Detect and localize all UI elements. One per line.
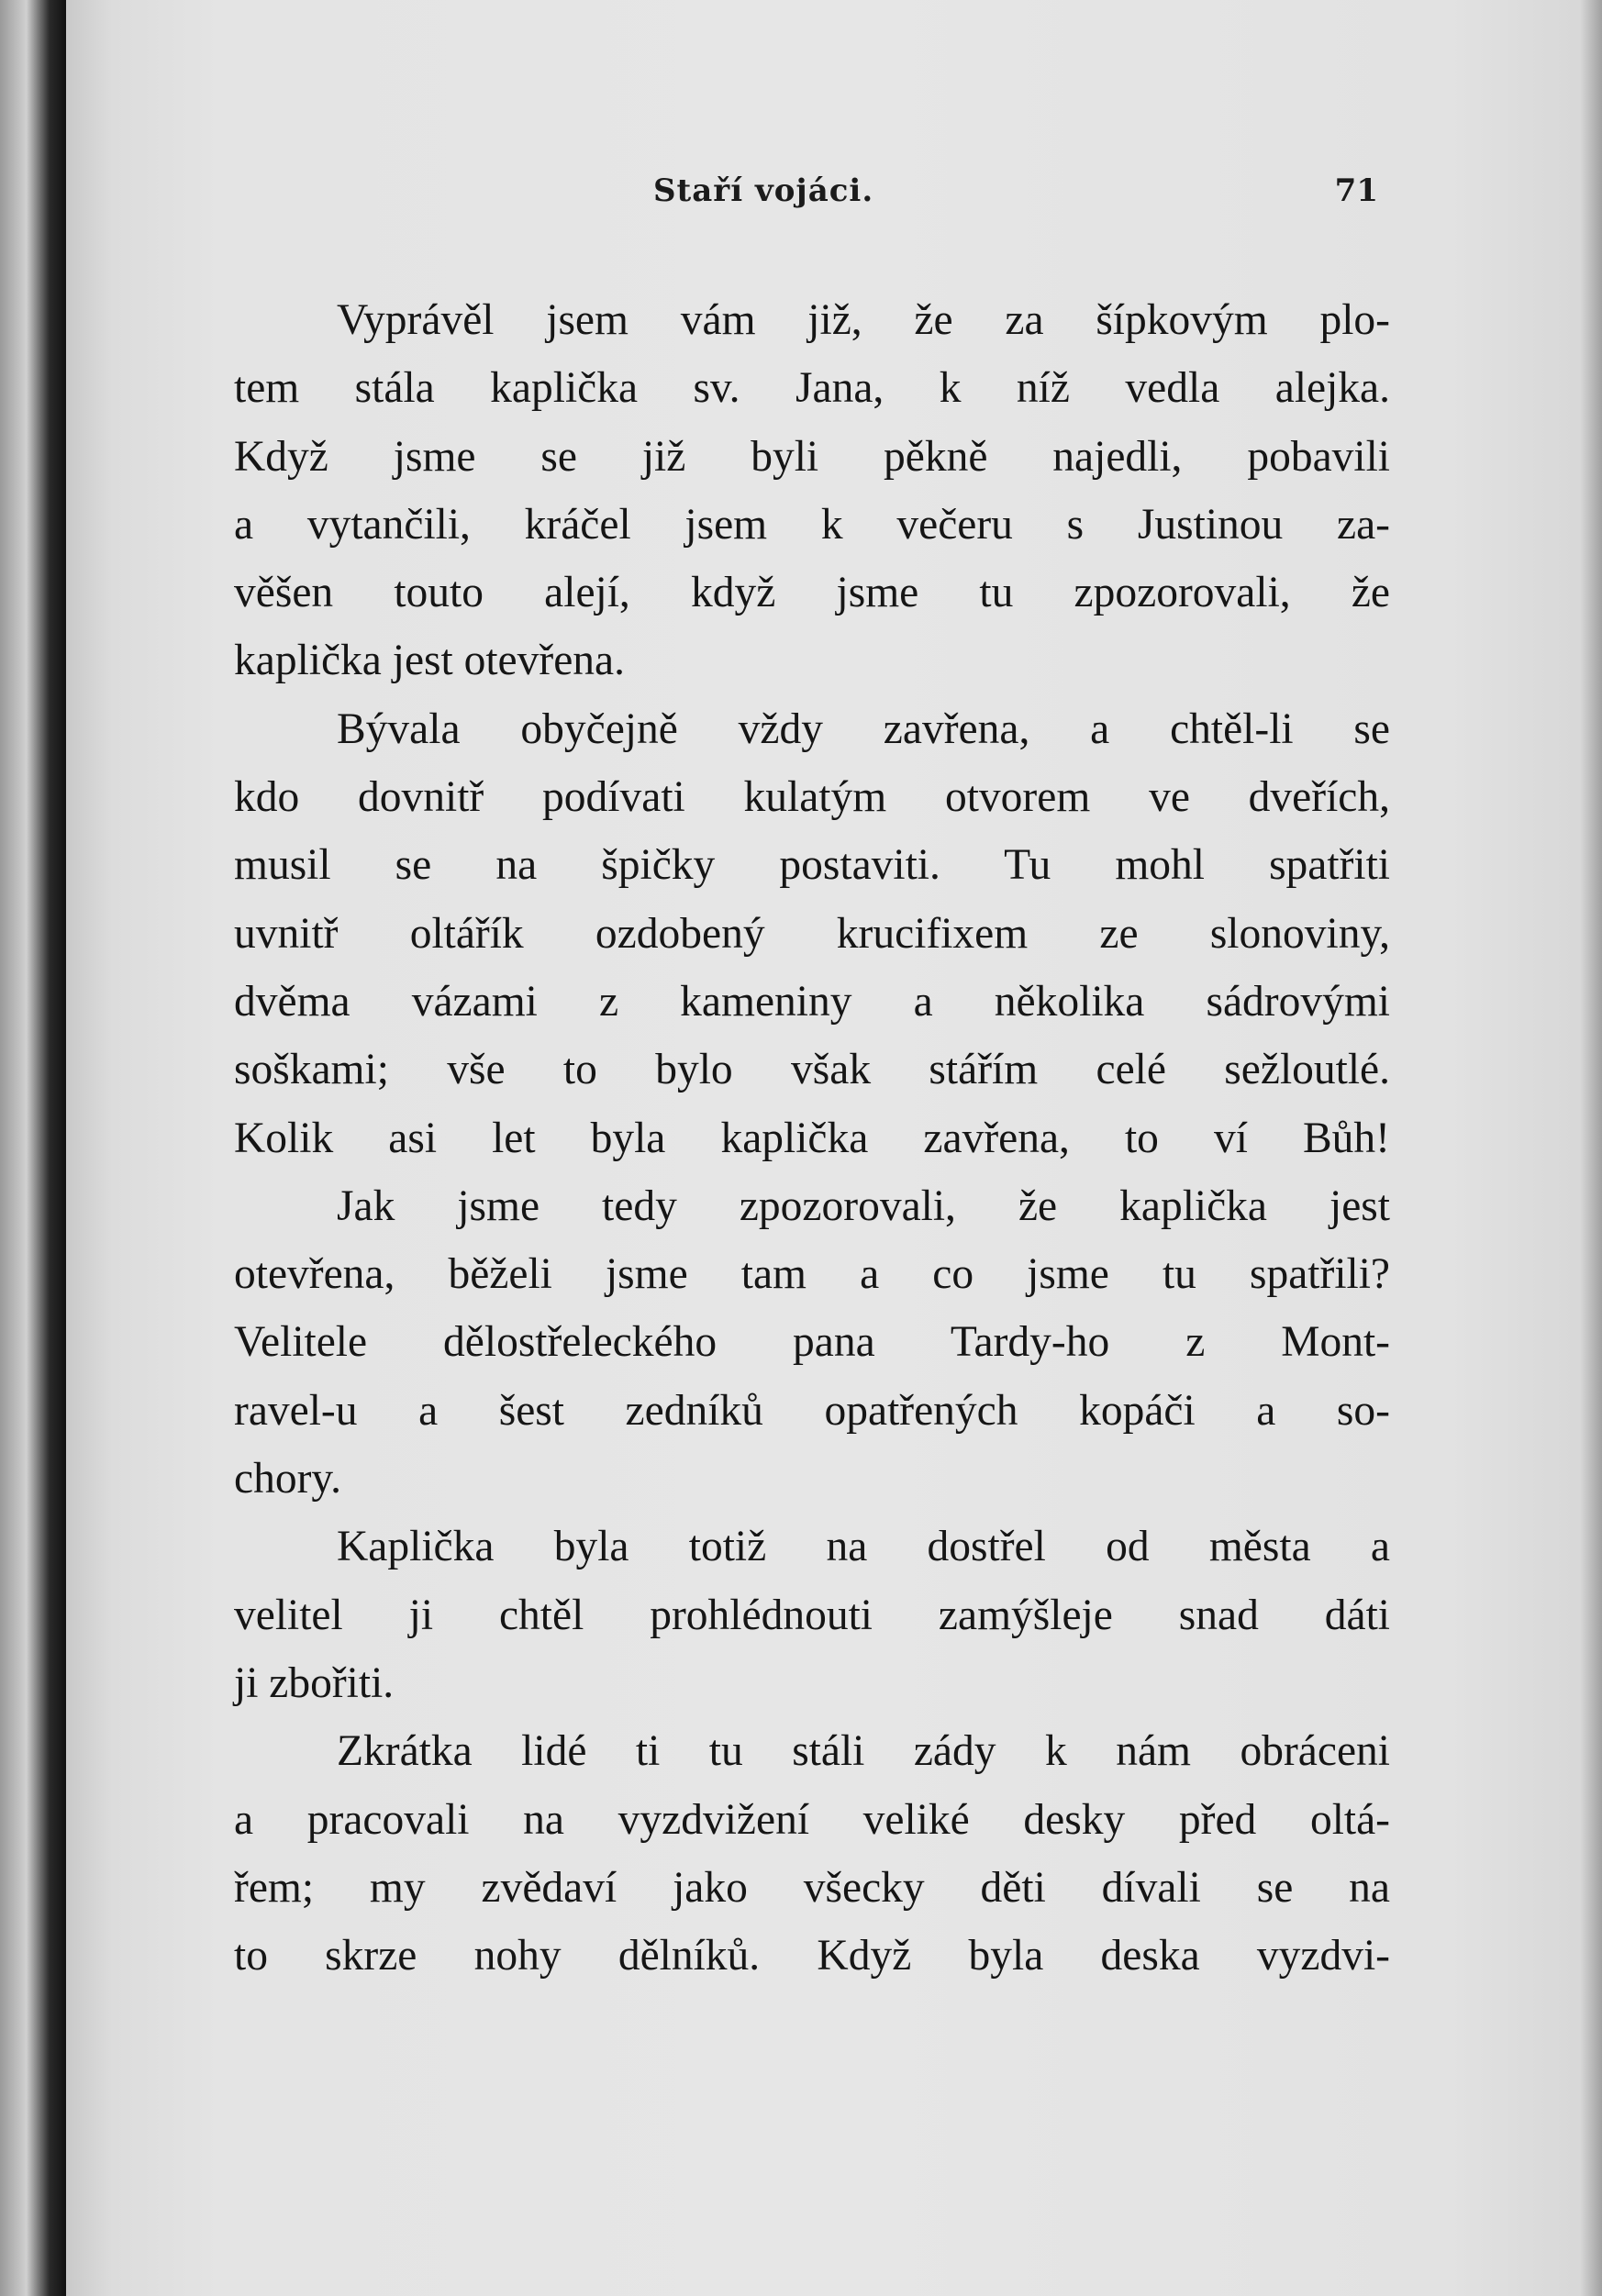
text-line: soškami; vše to bylo však stářím celé sežloutlé. [234, 1046, 1390, 1094]
book-spine-edge [0, 0, 66, 2296]
text-line: Kaplička byla totiž na dostřel od města a [337, 1523, 1390, 1571]
text-line: Velitele dělostřeleckého pana Tardy-ho z Mont- [234, 1318, 1390, 1367]
page-edge-shadow [1580, 0, 1602, 2296]
text-line: Vyprávěl jsem vám již, že za šípkovým plo- [337, 296, 1390, 344]
text-line: Když jsme se již byli pěkně najedli, pobavili [234, 432, 1390, 481]
text-line: Jak jsme tedy zpozorovali, že kaplička jest [337, 1181, 1390, 1230]
text-line: a vytančili, kráčel jsem k večeru s Justinou za- [234, 500, 1390, 549]
body-text [234, 286, 1390, 1990]
text-line: Bývala obyčejně vždy zavřena, a chtěl-li se [337, 704, 1390, 753]
text-line: ravel-u a šest zedníků opatřených kopáči a so- [234, 1386, 1390, 1435]
text-line: uvnitř oltářík ozdobený krucifixem ze slonoviny, [234, 909, 1390, 958]
running-title: Staří vojáci. [653, 172, 874, 209]
text-line: kdo dovnitř podívati kulatým otvorem ve dveřích, [234, 773, 1390, 822]
page-number: 71 [1334, 172, 1378, 209]
text-line: otevřena, běželi jsme tam a co jsme tu spatřili? [234, 1250, 1390, 1299]
text-line: Zkrátka lidé ti tu stáli zády k nám obráceni [337, 1727, 1390, 1776]
text-line: velitel ji chtěl prohlédnouti zamýšleje snad dáti [234, 1591, 1390, 1639]
text-line: to skrze nohy dělníků. Když byla deska vyzdvi- [234, 1932, 1390, 1980]
running-header [653, 172, 1378, 218]
text-line: a pracovali na vyzdvižení veliké desky před oltá- [234, 1795, 1390, 1844]
text-line: řem; my zvědaví jako všecky děti dívali se na [234, 1863, 1390, 1912]
text-line: tem stála kaplička sv. Jana, k níž vedla alejka. [234, 364, 1390, 413]
text-line: ji zbořiti. [234, 1658, 395, 1707]
book-page [66, 0, 1602, 2296]
text-line: chory. [234, 1455, 341, 1503]
text-line: musil se na špičky postaviti. Tu mohl spatřiti [234, 841, 1390, 890]
text-line: věšen touto alejí, když jsme tu zpozorovali, že [234, 569, 1390, 617]
text-line: kaplička jest otevřena. [234, 637, 625, 685]
text-line: Kolik asi let byla kaplička zavřena, to ví Bůh! [234, 1114, 1390, 1162]
text-line: dvěma vázami z kameniny a několika sádrovými [234, 977, 1390, 1026]
